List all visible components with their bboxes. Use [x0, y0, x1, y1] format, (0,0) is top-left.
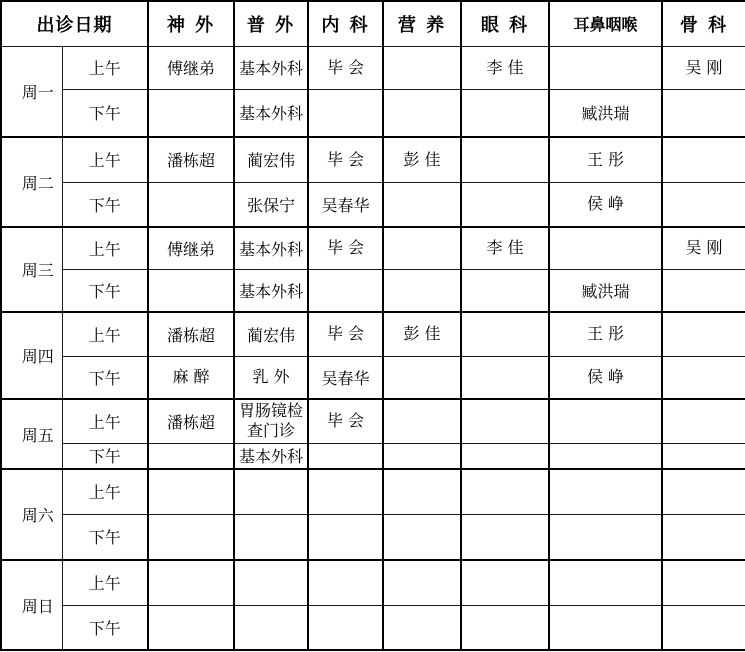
- schedule-cell-neurosurgery: 傅继弟: [148, 46, 234, 89]
- day-label: 周六: [1, 469, 62, 560]
- schedule-cell-ophthalmology: [461, 469, 549, 514]
- table-row: [1, 560, 745, 605]
- schedule-cell-orthopedics: [662, 182, 745, 227]
- schedule-cell-ent: 王 彤: [549, 137, 662, 182]
- period-label: 上午: [62, 399, 148, 443]
- schedule-cell-general-surgery: 张保宁: [234, 182, 308, 227]
- schedule-cell-ophthalmology: [461, 269, 549, 312]
- header-dept-ent: 耳鼻咽喉: [549, 1, 662, 46]
- schedule-cell-nutrition: [383, 356, 461, 399]
- schedule-cell-internal-medicine: [308, 469, 383, 514]
- schedule-cell-ophthalmology: [461, 137, 549, 182]
- header-dept-internal-medicine: 内 科: [308, 1, 383, 46]
- schedule-cell-orthopedics: [662, 137, 745, 182]
- schedule-cell-general-surgery: [234, 514, 308, 560]
- header-dept-orthopedics: 骨 科: [662, 1, 745, 46]
- schedule-cell-ophthalmology: [461, 560, 549, 605]
- period-label: 下午: [62, 514, 148, 560]
- schedule-cell-ent: 侯 峥: [549, 182, 662, 227]
- schedule-cell-nutrition: [383, 182, 461, 227]
- schedule-cell-nutrition: 彭 佳: [383, 137, 461, 182]
- schedule-cell-neurosurgery: 潘栋超: [148, 312, 234, 356]
- day-label: 周三: [1, 227, 62, 312]
- schedule-cell-orthopedics: [662, 469, 745, 514]
- schedule-cell-general-surgery: 蔺宏伟: [234, 137, 308, 182]
- schedule-cell-ophthalmology: [461, 605, 549, 650]
- schedule-cell-neurosurgery: [148, 269, 234, 312]
- header-date: 出诊日期: [1, 1, 148, 46]
- schedule-cell-neurosurgery: 潘栋超: [148, 137, 234, 182]
- schedule-cell-ent: [549, 399, 662, 443]
- schedule-cell-nutrition: [383, 469, 461, 514]
- header-dept-general-surgery: 普 外: [234, 1, 308, 46]
- header-dept-neurosurgery: 神 外: [148, 1, 234, 46]
- table-row: [1, 605, 745, 650]
- table-row: [1, 46, 745, 89]
- schedule-cell-nutrition: [383, 605, 461, 650]
- header-dept-nutrition: 营 养: [383, 1, 461, 46]
- period-label: 下午: [62, 269, 148, 312]
- schedule-body: [1, 46, 745, 650]
- schedule-cell-general-surgery: 胃肠镜检查门诊: [234, 399, 308, 443]
- schedule-cell-internal-medicine: [308, 560, 383, 605]
- schedule-cell-general-surgery: 乳 外: [234, 356, 308, 399]
- schedule-cell-neurosurgery: [148, 182, 234, 227]
- day-label: 周四: [1, 312, 62, 399]
- schedule-cell-internal-medicine: [308, 443, 383, 469]
- schedule-cell-internal-medicine: [308, 269, 383, 312]
- table-row: [1, 89, 745, 137]
- schedule-cell-orthopedics: [662, 269, 745, 312]
- period-label: 下午: [62, 605, 148, 650]
- schedule-cell-nutrition: 彭 佳: [383, 312, 461, 356]
- table-row: [1, 514, 745, 560]
- schedule-cell-nutrition: [383, 46, 461, 89]
- schedule-cell-nutrition: [383, 89, 461, 137]
- schedule-cell-neurosurgery: [148, 514, 234, 560]
- schedule-cell-general-surgery: [234, 605, 308, 650]
- schedule-cell-neurosurgery: 潘栋超: [148, 399, 234, 443]
- schedule-cell-orthopedics: [662, 312, 745, 356]
- schedule-cell-internal-medicine: [308, 514, 383, 560]
- schedule-cell-ent: [549, 605, 662, 650]
- schedule-cell-internal-medicine: 毕 会: [308, 399, 383, 443]
- schedule-cell-orthopedics: [662, 443, 745, 469]
- header-dept-ophthalmology: 眼 科: [461, 1, 549, 46]
- schedule-cell-neurosurgery: [148, 89, 234, 137]
- schedule-cell-ent: [549, 514, 662, 560]
- schedule-cell-ent: [549, 443, 662, 469]
- schedule-cell-ent: [549, 560, 662, 605]
- table-row: [1, 469, 745, 514]
- schedule-cell-internal-medicine: 毕 会: [308, 137, 383, 182]
- schedule-cell-internal-medicine: [308, 89, 383, 137]
- period-label: 上午: [62, 137, 148, 182]
- period-label: 下午: [62, 356, 148, 399]
- header-row: [1, 1, 745, 46]
- schedule-cell-ent: 王 彤: [549, 312, 662, 356]
- schedule-cell-neurosurgery: [148, 443, 234, 469]
- schedule-cell-general-surgery: 基本外科: [234, 46, 308, 89]
- period-label: 上午: [62, 227, 148, 269]
- schedule-cell-orthopedics: [662, 560, 745, 605]
- schedule-cell-general-surgery: [234, 560, 308, 605]
- schedule-cell-ophthalmology: [461, 443, 549, 469]
- schedule-cell-general-surgery: 基本外科: [234, 269, 308, 312]
- schedule-cell-internal-medicine: 毕 会: [308, 312, 383, 356]
- schedule-cell-ophthalmology: [461, 89, 549, 137]
- schedule-cell-neurosurgery: 麻 醉: [148, 356, 234, 399]
- schedule-cell-internal-medicine: 吴春华: [308, 356, 383, 399]
- schedule-cell-neurosurgery: [148, 605, 234, 650]
- schedule-cell-nutrition: [383, 269, 461, 312]
- schedule-cell-ophthalmology: [461, 356, 549, 399]
- schedule-cell-ent: [549, 469, 662, 514]
- schedule-cell-nutrition: [383, 227, 461, 269]
- day-label: 周一: [1, 46, 62, 137]
- schedule-cell-orthopedics: [662, 605, 745, 650]
- schedule-cell-orthopedics: [662, 89, 745, 137]
- schedule-cell-ophthalmology: 李 佳: [461, 227, 549, 269]
- schedule-cell-nutrition: [383, 560, 461, 605]
- schedule-cell-neurosurgery: [148, 469, 234, 514]
- table-row: [1, 399, 745, 443]
- day-label: 周日: [1, 560, 62, 650]
- schedule-cell-nutrition: [383, 399, 461, 443]
- schedule-cell-orthopedics: [662, 514, 745, 560]
- table-row: [1, 227, 745, 269]
- table-row: [1, 443, 745, 469]
- period-label: 上午: [62, 312, 148, 356]
- period-label: 下午: [62, 89, 148, 137]
- period-label: 上午: [62, 469, 148, 514]
- schedule-cell-neurosurgery: [148, 560, 234, 605]
- schedule-cell-ophthalmology: [461, 182, 549, 227]
- schedule-cell-ophthalmology: 李 佳: [461, 46, 549, 89]
- schedule-cell-ophthalmology: [461, 312, 549, 356]
- day-label: 周五: [1, 399, 62, 469]
- schedule-cell-ent: 臧洪瑞: [549, 269, 662, 312]
- period-label: 上午: [62, 560, 148, 605]
- schedule-cell-orthopedics: 吴 刚: [662, 227, 745, 269]
- period-label: 下午: [62, 182, 148, 227]
- schedule-cell-ent: [549, 46, 662, 89]
- schedule-cell-general-surgery: 基本外科: [234, 89, 308, 137]
- schedule-cell-internal-medicine: 毕 会: [308, 227, 383, 269]
- schedule-cell-nutrition: [383, 514, 461, 560]
- schedule-cell-general-surgery: 基本外科: [234, 227, 308, 269]
- schedule-cell-ent: 侯 峥: [549, 356, 662, 399]
- schedule-cell-general-surgery: 基本外科: [234, 443, 308, 469]
- schedule-cell-internal-medicine: [308, 605, 383, 650]
- period-label: 下午: [62, 443, 148, 469]
- schedule-cell-orthopedics: [662, 399, 745, 443]
- schedule-cell-general-surgery: 蔺宏伟: [234, 312, 308, 356]
- schedule-cell-internal-medicine: 吴春华: [308, 182, 383, 227]
- schedule-cell-internal-medicine: 毕 会: [308, 46, 383, 89]
- schedule-cell-ent: [549, 227, 662, 269]
- schedule-cell-ophthalmology: [461, 399, 549, 443]
- table-row: [1, 182, 745, 227]
- day-label: 周二: [1, 137, 62, 227]
- table-row: [1, 137, 745, 182]
- schedule-cell-neurosurgery: 傅继弟: [148, 227, 234, 269]
- table-row: [1, 269, 745, 312]
- period-label: 上午: [62, 46, 148, 89]
- table-row: [1, 312, 745, 356]
- schedule-cell-ent: 臧洪瑞: [549, 89, 662, 137]
- schedule-cell-general-surgery: [234, 469, 308, 514]
- schedule-cell-orthopedics: [662, 356, 745, 399]
- schedule-cell-nutrition: [383, 443, 461, 469]
- table-row: [1, 356, 745, 399]
- schedule-cell-ophthalmology: [461, 514, 549, 560]
- schedule-cell-orthopedics: 吴 刚: [662, 46, 745, 89]
